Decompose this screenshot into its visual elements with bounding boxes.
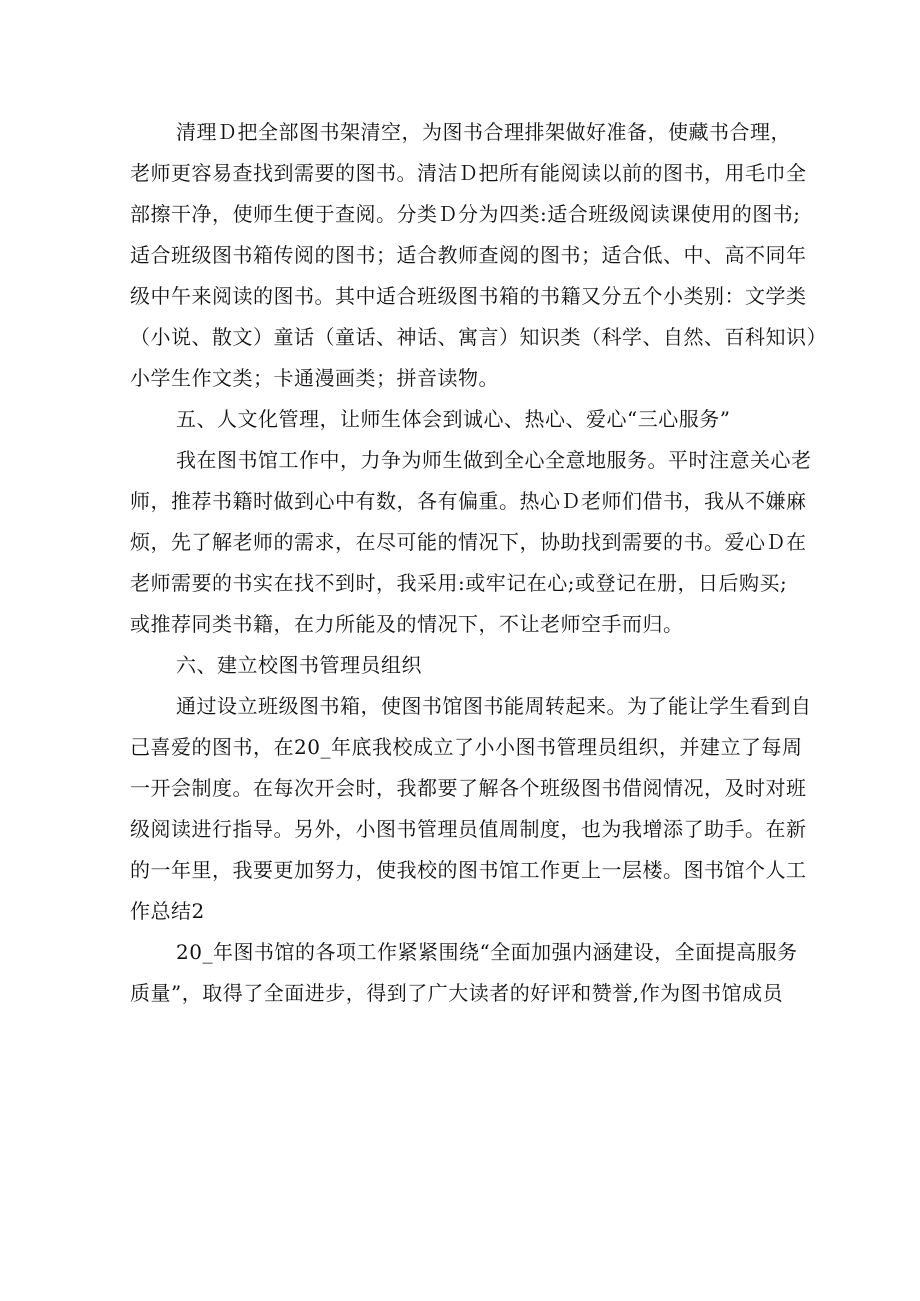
paragraph-line: 部擦干净，使师生便于查阅。分类Ｄ分为四类:适合班级阅读课使用的图书; [130,202,801,226]
paragraph-line: 烦，先了解老师的需求，在尽可能的情况下，协助找到需要的书。爱心Ｄ在 [130,530,807,554]
paragraph-line: 己喜爱的图书，在20_年底我校成立了小小图书管理员组织，并建立了每周 [130,735,803,759]
paragraph-line: 我在图书馆工作中，力争为师生做到全心全意地服务。平时注意关心老 [176,448,812,472]
paragraph-line: 老师更容易查找到需要的图书。清洁Ｄ把所有能阅读以前的图书，用毛巾全 [130,161,807,185]
document-body [130,112,827,1014]
paragraph-line: 的一年里，我要更加努力，使我校的图书馆工作更上一层楼。图书馆个人工 [130,858,807,882]
paragraph-line: 或推荐同类书籍，在力所能及的情况下，不让老师空手而归。 [130,612,684,636]
paragraph-line: （小说、散文）童话（童话、神话、寓言）知识类（科学、自然、百科知识） [130,325,827,349]
paragraph-line: 级中午来阅读的图书。其中适合班级图书箱的书籍又分五个小类别：文学类 [130,284,807,308]
section-heading: 六、建立校图书管理员组织 [176,653,422,677]
paragraph-line: 20_年图书馆的各项工作紧紧围绕“全面加强内涵建设，全面提高服务 [176,940,798,964]
paragraph-line: 作总结2 [130,899,205,923]
paragraph-line: 级阅读进行指导。另外，小图书管理员值周制度，也为我增添了助手。在新 [130,817,807,841]
paragraph-line: 小学生作文类；卡通漫画类；拼音读物。 [130,366,499,390]
paragraph-line: 老师需要的书实在找不到时，我采用:或牢记在心;或登记在册，日后购买; [130,571,788,595]
section-heading: 五、人文化管理，让师生体会到诚心、热心、爱心“三心服务” [176,407,731,431]
paragraph-line: 质量”，取得了全面进步，得到了广大读者的好评和赞誉,作为图书馆成员 [130,981,784,1005]
paragraph-line: 清理Ｄ把全部图书架清空，为图书合理排架做好准备，使藏书合理， [176,120,791,144]
paragraph-line: 一开会制度。在每次开会时，我都要了解各个班级图书借阅情况，及时对班 [130,776,807,800]
paragraph-line: 通过设立班级图书箱，使图书馆图书能周转起来。为了能让学生看到自 [176,694,812,718]
paragraph-line: 师，推荐书籍时做到心中有数，各有偏重。热心Ｄ老师们借书，我从不嫌麻 [130,489,807,513]
paragraph-line: 适合班级图书箱传阅的图书；适合教师查阅的图书；适合低、中、高不同年 [130,243,807,267]
